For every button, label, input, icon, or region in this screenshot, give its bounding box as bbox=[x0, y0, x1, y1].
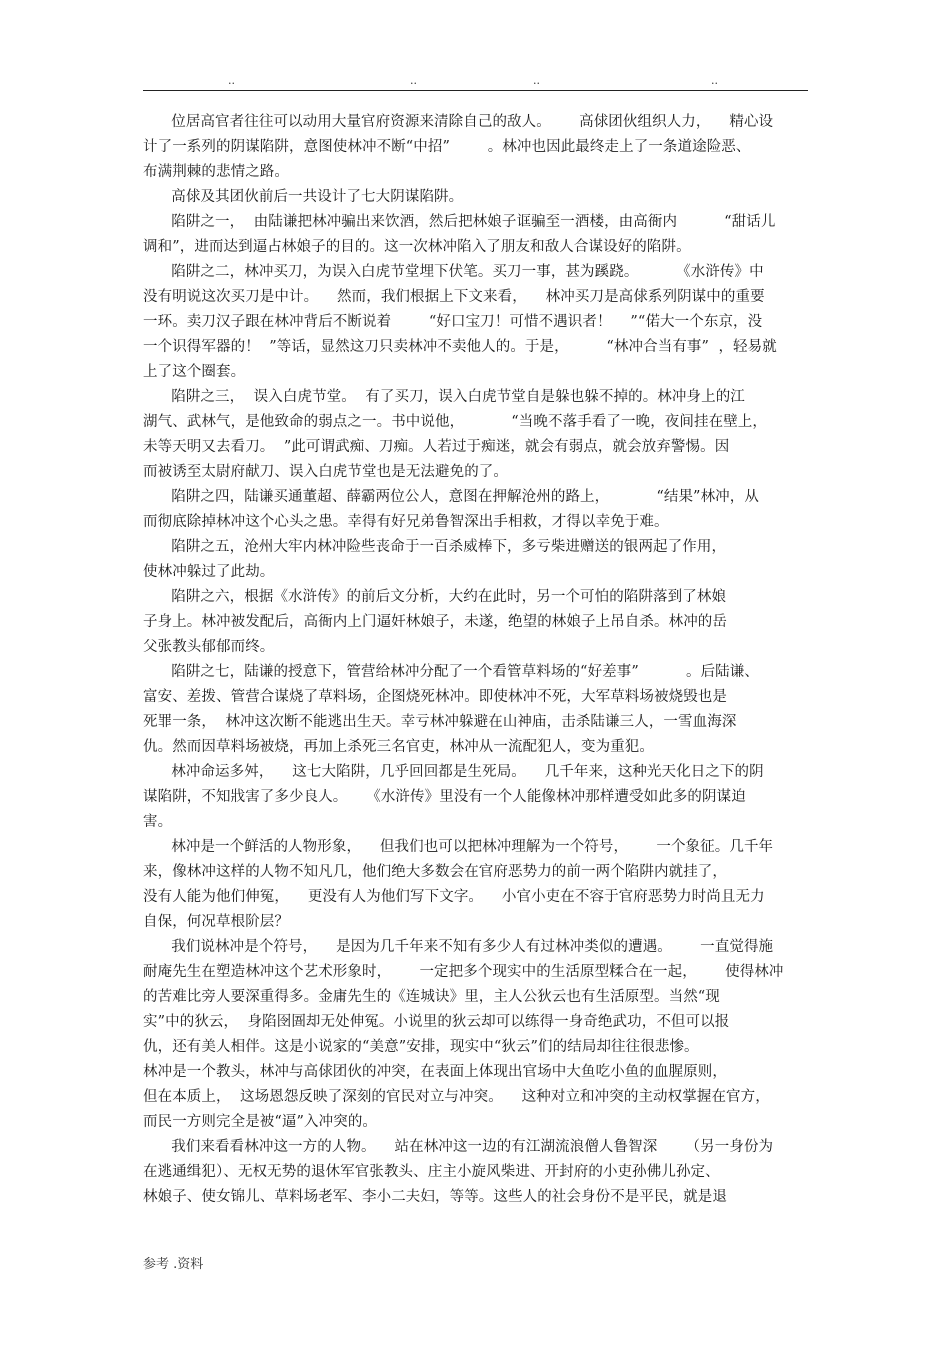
text-line: 高俅及其团伙前后一共设计了七大阴谋陷阱。 bbox=[143, 189, 464, 205]
text-line: 林娘子、使女锦儿、草料场老军、李小二夫妇，等等。这些人的社会身份不是平民，就是退 bbox=[143, 1189, 727, 1205]
text-line: 我们来看看林冲这一方的人物。 站在林冲这一边的有江湖流浪僧人鲁智深 （另一身份为 bbox=[143, 1139, 774, 1155]
text-line: 上了这个圈套。 bbox=[143, 364, 246, 380]
text-line: 而民一方则完全是被“逼”入冲突的。 bbox=[143, 1114, 378, 1130]
text-line: 死罪一条， 林冲这次断不能逃出生天。幸亏林冲躲避在山神庙，击杀陆谦三人，一雪血海深 bbox=[143, 714, 737, 730]
footer-note: 参考 .资料 bbox=[143, 1257, 204, 1272]
text-line: 一个识得军器的！ ”等话，显然这刀只卖林冲不卖他人的。于是， “林冲合当有事” ，轻易就 bbox=[143, 339, 777, 355]
text-line: 谋陷阱，不知戕害了多少良人。 《水浒传》里没有一个人能像林冲那样遭受如此多的阴谋迫 bbox=[143, 789, 746, 805]
text-line: 计了一系列的阴谋陷阱，意图使林冲不断“中招” 。林冲也因此最终走上了一条道途险恶、 bbox=[143, 139, 751, 155]
text-line: 林冲命运多舛， 这七大陷阱，几乎回回都是生死局。 几千年来，这种光天化日之下的阴 bbox=[143, 764, 764, 780]
text-line: 我们说林冲是个符号， 是因为几千年来不知有多少人有过林冲类似的遭遇。 一直觉得施 bbox=[143, 939, 774, 955]
text-line: 来，像林冲这样的人物不知凡几，他们绝大多数会在官府恶势力的前一两个陷阱内就挂了， bbox=[143, 864, 727, 880]
text-line: 陷阱之七，陆谦的授意下，管营给林冲分配了一个看管草料场的“好差事” 。后陆谦、 bbox=[143, 664, 759, 680]
header-rule bbox=[143, 90, 808, 91]
text-line: 在逃通缉犯）、无权无势的退休军官张教头、庄主小旋风柴进、开封府的小吏孙佛儿孙定、 bbox=[143, 1164, 720, 1180]
text-line: 湖气、武林气，是他致命的弱点之一。书中说他， “当晚不落手看了一晚，夜间挂在壁上， bbox=[143, 414, 768, 430]
text-line: 子身上。林冲被发配后，高衙内上门逼奸林娘子，未遂，绝望的林娘子上吊自杀。林冲的岳 bbox=[143, 614, 727, 630]
header-dot: .. bbox=[410, 74, 417, 87]
text-line: 陷阱之五，沧州大牢内林冲险些丧命于一百杀威棒下，多亏柴进赠送的银两起了作用， bbox=[143, 539, 727, 555]
text-line: 而彻底除掉林冲这个心头之患。幸得有好兄弟鲁智深出手相救，才得以幸免于难。 bbox=[143, 514, 669, 530]
text-line: 实”中的狄云， 身陷囹圄却无处伸冤。小说里的狄云却可以练得一身奇绝武功，不但可以报 bbox=[143, 1014, 730, 1030]
text-line: 使林冲躲过了此劫。 bbox=[143, 564, 275, 580]
text-line: 林冲是一个鲜活的人物形象， 但我们也可以把林冲理解为一个符号， 一个象征。几千年 bbox=[143, 839, 774, 855]
text-line: 陷阱之六，根据《水浒传》的前后文分析，大约在此时，另一个可怕的陷阱落到了林娘 bbox=[143, 589, 727, 605]
text-line: 未等天明又去看刀。 ”此可谓武痴、刀痴。人若过于痴迷，就会有弱点，就会放弃警惕。因 bbox=[143, 439, 730, 455]
text-line: 陷阱之三， 误入白虎节堂。 有了买刀，误入白虎节堂自是躲也躲不掉的。林冲身上的江 bbox=[143, 389, 745, 405]
text-line: 陷阱之二，林冲买刀，为误入白虎节堂埋下伏笔。买刀一事，甚为蹊跷。 《水浒传》中 bbox=[143, 264, 764, 280]
header-dot: .. bbox=[711, 74, 718, 87]
text-line: 林冲是一个教头，林冲与高俅团伙的冲突，在表面上体现出官场中大鱼吃小鱼的血腥原则， bbox=[143, 1064, 727, 1080]
header-dot: .. bbox=[533, 74, 540, 87]
text-line: 没有明说这次买刀是中计。 然而，我们根据上下文来看， 林冲买刀是高俅系列阴谋中的重要 bbox=[143, 289, 765, 305]
text-line: 但在本质上， 这场恩怨反映了深刻的官民对立与冲突。 这种对立和冲突的主动权掌握在官方， bbox=[143, 1089, 770, 1105]
text-line: 害。 bbox=[143, 814, 173, 830]
text-line: 没有人能为他们伸冤， 更没有人为他们写下文字。 小官小吏在不容于官府恶势力时尚且无力 bbox=[143, 889, 765, 905]
text-line: 父张教头郁郁而终。 bbox=[143, 639, 275, 655]
text-line: 陷阱之一， 由陆谦把林冲骗出来饮酒，然后把林娘子诓骗至一酒楼，由高衙内 “甜话儿 bbox=[143, 214, 776, 230]
text-line: 而被诱至太尉府献刀、误入白虎节堂也是无法避免的了。 bbox=[143, 464, 508, 480]
text-line: 自保，何况草根阶层？ bbox=[143, 914, 289, 930]
text-line: 仇，还有美人相伴。这是小说家的“美意”安排，现实中“狄云”们的结局却往往很悲惨。 bbox=[143, 1039, 699, 1055]
body-text bbox=[143, 110, 813, 1210]
text-line: 陷阱之四，陆谦买通董超、薛霸两位公人，意图在押解沧州的路上， “结果”林冲，从 bbox=[143, 489, 759, 505]
header-dots bbox=[0, 74, 950, 88]
text-line: 富安、差拨、管营合谋烧了草料场，企图烧死林冲。即使林冲不死，大军草料场被烧毁也是 bbox=[143, 689, 727, 705]
header-dot: .. bbox=[228, 74, 235, 87]
text-line: 位居高官者往往可以动用大量官府资源来清除自己的敌人。 高俅团伙组织人力， 精心设 bbox=[143, 114, 774, 130]
text-line: 耐庵先生在塑造林冲这个艺术形象时， 一定把多个现实中的生活原型糅合在一起， 使得林冲 bbox=[143, 964, 784, 980]
text-line: 调和”，进而达到逼占林娘子的目的。这一次林冲陷入了朋友和敌人合谋设好的陷阱。 bbox=[143, 239, 691, 255]
text-line: 的苦难比旁人要深重得多。金庸先生的《连城诀》里，主人公狄云也有生活原型。当然“现 bbox=[143, 989, 720, 1005]
text-line: 一环。卖刀汉子跟在林冲背后不断说着 “好口宝刀！可惜不遇识者！ ”“偌大一个东京，没 bbox=[143, 314, 763, 330]
text-line: 仇。然而因草料场被烧，再加上杀死三名官吏，林冲从一流配犯人，变为重犯。 bbox=[143, 739, 654, 755]
text-line: 布满荆棘的悲情之路。 bbox=[143, 164, 289, 180]
